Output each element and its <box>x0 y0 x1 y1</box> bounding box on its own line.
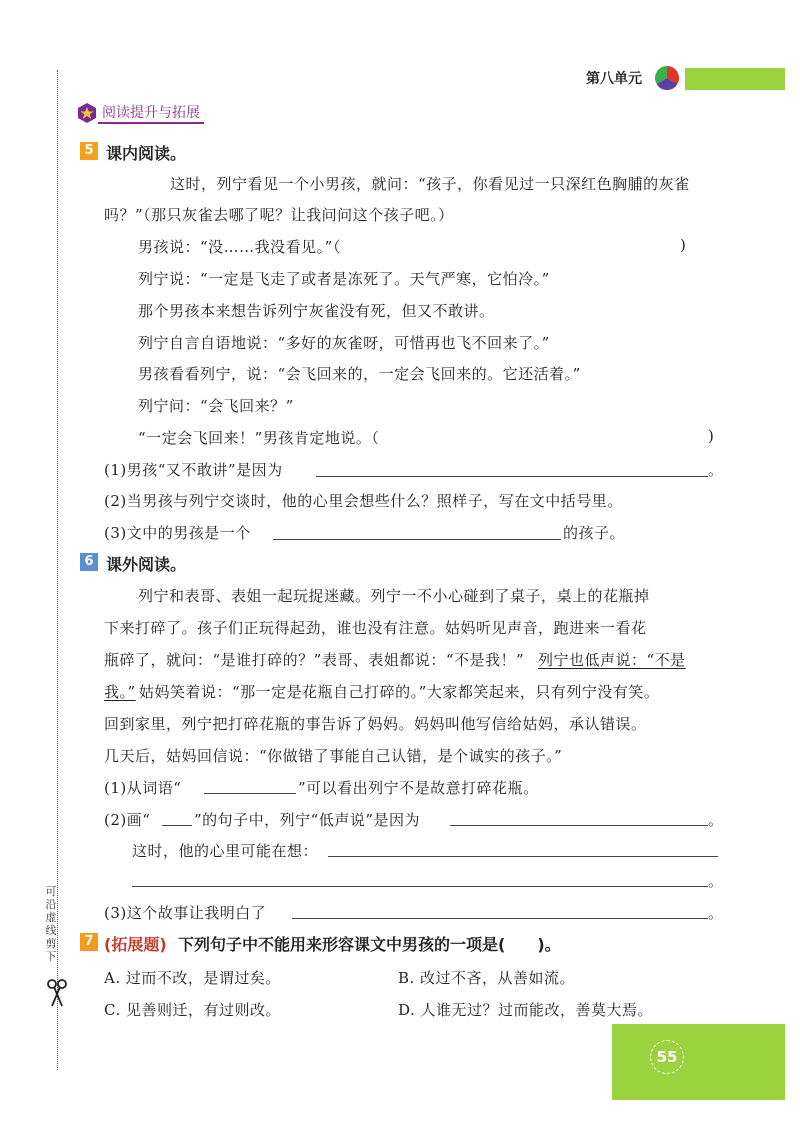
q6-text-line: 几天后，姑妈回信说：“你做错了事能自己认错，是个诚实的孩子。” <box>104 747 563 765</box>
answer-line[interactable] <box>316 476 708 477</box>
section-title: 阅读提升与拓展 <box>98 102 204 124</box>
q6-text-line: 瓶碎了，就问：“是谁打碎的？”表哥、表姐都说：“不是我！” <box>104 651 525 669</box>
q5-text-line: 吗？”（那只灰雀去哪了呢？让我问问这个孩子吧。） <box>104 206 454 224</box>
q5-text-line: 列宁说：“一定是飞走了或者是冻死了。天气严寒，它怕冷。” <box>138 270 550 288</box>
question-number-5: 5 <box>80 142 98 160</box>
answer-line[interactable] <box>328 856 718 857</box>
underlined-sentence: 列宁也低声说：“不是 <box>538 651 686 669</box>
q5-sub2: (2)当男孩与列宁交谈时，他的心里会想些什么？照样子，写在文中括号里。 <box>104 492 623 510</box>
underlined-sentence: 我。” <box>104 683 136 701</box>
close-paren: ) <box>708 427 715 445</box>
cut-hint: 可沿虚线剪下 <box>45 885 57 963</box>
q6-sub2-start: (2)画“ <box>104 811 151 829</box>
color-ball-icon <box>655 66 679 90</box>
blank-mark <box>162 825 192 826</box>
answer-line[interactable] <box>132 886 708 887</box>
close-paren: ) <box>680 236 687 254</box>
q5-title: 课内阅读。 <box>106 144 187 163</box>
q5-text-line: 男孩看看列宁，说：“会飞回来的，一定会飞回来的。它还活着。” <box>138 365 581 383</box>
page-number: 55 <box>650 1040 684 1074</box>
q6-sub2-mid: ”的句子中，列宁“低声说”是因为 <box>194 811 421 829</box>
q6-text-line: 回到家里，列宁把打碎花瓶的事告诉了妈妈。妈妈叫他写信给姑妈，承认错误。 <box>104 715 647 733</box>
option-b[interactable]: B. 改过不吝，从善如流。 <box>398 969 576 987</box>
period: 。 <box>708 461 724 479</box>
unit-color-bar <box>685 68 785 90</box>
period: 。 <box>708 872 724 890</box>
period: 。 <box>708 811 724 829</box>
unit-label: 第八单元 <box>586 71 642 87</box>
q6-sub3: (3)这个故事让我明白了 <box>104 904 267 922</box>
q6-sub1-end: ”可以看出列宁不是故意打碎花瓶。 <box>298 779 539 797</box>
q5-text-line: “一定会飞回来！”男孩肯定地说。（ <box>138 429 380 447</box>
q5-text-line: 男孩说：“没……我没看见。”（ <box>138 238 341 256</box>
option-c[interactable]: C. 见善则迁，有过则改。 <box>104 1001 281 1019</box>
q5-text-line: 列宁问：“会飞回来？” <box>138 397 294 415</box>
q6-text-line: 列宁和表哥、表姐一起玩捉迷藏。列宁一不小心碰到了桌子，桌上的花瓶掉 <box>138 587 650 605</box>
q6-sub1-start: (1)从词语“ <box>104 779 182 797</box>
q5-sub3-end: 的孩子。 <box>563 524 626 542</box>
answer-line[interactable] <box>292 918 708 919</box>
q5-text-line: 这时，列宁看见一个小男孩，就问：“孩子，你看见过一只深红色胸脯的灰雀 <box>170 175 690 193</box>
period: 。 <box>708 904 724 922</box>
answer-line[interactable] <box>273 539 561 540</box>
q5-sub1: (1)男孩“又不敢讲”是因为 <box>104 461 283 479</box>
q6-text-line: 姑妈笑着说：“那一定是花瓶自己打碎的。”大家都笑起来，只有列宁没有笑。 <box>139 683 660 701</box>
q6-sub2-think: 这时，他的心里可能在想： <box>132 842 319 860</box>
q7-question: 下列句子中不能用来形容课文中男孩的一项是( )。 <box>178 935 561 954</box>
q5-text-line: 列宁自言自语地说：“多好的灰雀呀，可惜再也飞不回来了。” <box>138 334 550 352</box>
star-badge-icon <box>76 102 98 124</box>
page-number-box <box>612 1024 785 1100</box>
question-number-6: 6 <box>80 553 98 571</box>
q7-tag: (拓展题) <box>104 935 167 954</box>
answer-line[interactable] <box>450 825 708 826</box>
option-a[interactable]: A. 过而不改，是谓过矣。 <box>104 969 281 987</box>
q5-text-line: 那个男孩本来想告诉列宁灰雀没有死，但又不敢讲。 <box>138 302 495 320</box>
option-d[interactable]: D. 人谁无过？过而能改，善莫大焉。 <box>398 1001 654 1019</box>
question-number-7: 7 <box>80 933 98 951</box>
answer-line[interactable] <box>204 793 296 794</box>
q5-sub3-start: (3)文中的男孩是一个 <box>104 524 251 542</box>
q6-title: 课外阅读。 <box>106 555 187 574</box>
scissors-icon <box>46 978 68 1008</box>
q6-text-line: 下来打碎了。孩子们正玩得起劲，谁也没有注意。姑妈听见声音，跑进来一看花 <box>104 619 647 637</box>
